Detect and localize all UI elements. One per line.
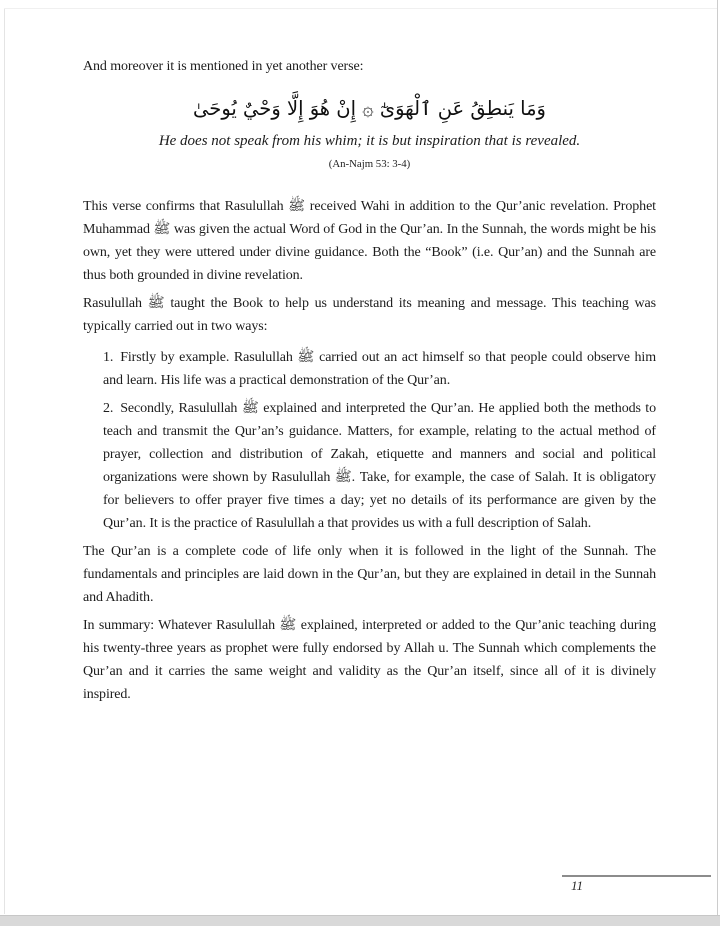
quran-verse-block bbox=[83, 92, 656, 171]
intro-line: And moreover it is mentioned in yet another verse: bbox=[83, 59, 364, 74]
list-item-2: 2. Secondly, Rasulullah ﷺ explained and interpreted the Qur’an. He applied both the methods to teach and transmit the Qur’an’s guidance. Matters, for example, relating to the actual method of prayer, collection and distribution of Zakah, etiquette and manners and social and political organizations were shown by Rasulullah ﷺ. Take, for example, the case of Salah. It is obligatory for believers to offer prayer five times a day; yet no details of its performance are given by the Qur’an. It is the practice of Rasulullah a that provides us with a full description of Salah. bbox=[103, 401, 656, 531]
paragraph-4: In summary: Whatever Rasulullah ﷺ explained, interpreted or added to the Qur’anic teaching during his twenty-three years as prophet were fully endorsed by Allah u. The Sunnah which complements the Qur’an and it carries the same weight and validity as the Qur’an itself, since all of it is divinely inspired. bbox=[83, 618, 656, 702]
arabic-verse-text: وَمَا يَنطِقُ عَنِ ٱلْهَوَىٰٓ ۞ إِنْ هُوَ إِلَّا وَحْيٌ يُوحَىٰ bbox=[193, 97, 546, 120]
page-content bbox=[83, 55, 656, 706]
page-number: 11 bbox=[571, 878, 584, 893]
paragraph-2: Rasulullah ﷺ taught the Book to help us understand its meaning and message. This teaching was typically carried out in two ways: bbox=[83, 296, 656, 334]
paragraph-3: The Qur’an is a complete code of life only when it is followed in the light of the Sunnah. The fundamentals and principles are laid down in the Qur’an, but they are explained in detail in the Sunnah and Ahadith. bbox=[83, 544, 656, 605]
verse-translation: He does not speak from his whim; it is but inspiration that is revealed. bbox=[158, 133, 581, 149]
paragraph-1: This verse confirms that Rasulullah ﷺ received Wahi in addition to the Qur’anic revelation. Prophet Muhammad ﷺ was given the actual Word of God in the Qur’an. In the Sunnah, the words might be his own, yet they were uttered under divine guidance. Both the “Book” (i.e. Qur’an) and the Sunnah are thus both grounded in divine revelation. bbox=[83, 199, 656, 283]
verse-citation: (An-Najm 53: 3-4) bbox=[328, 158, 411, 170]
page-edge-right bbox=[717, 0, 718, 916]
list-item-1: 1. Firstly by example. Rasulullah ﷺ carried out an act himself so that people could observe him and learn. His life was a practical demonstration of the Qur’an. bbox=[103, 350, 656, 388]
page-edge-top bbox=[4, 8, 718, 9]
footer-rule bbox=[562, 875, 711, 877]
numbered-list bbox=[83, 346, 656, 535]
page-bottom-band bbox=[0, 915, 720, 926]
page-edge-left bbox=[4, 9, 5, 914]
